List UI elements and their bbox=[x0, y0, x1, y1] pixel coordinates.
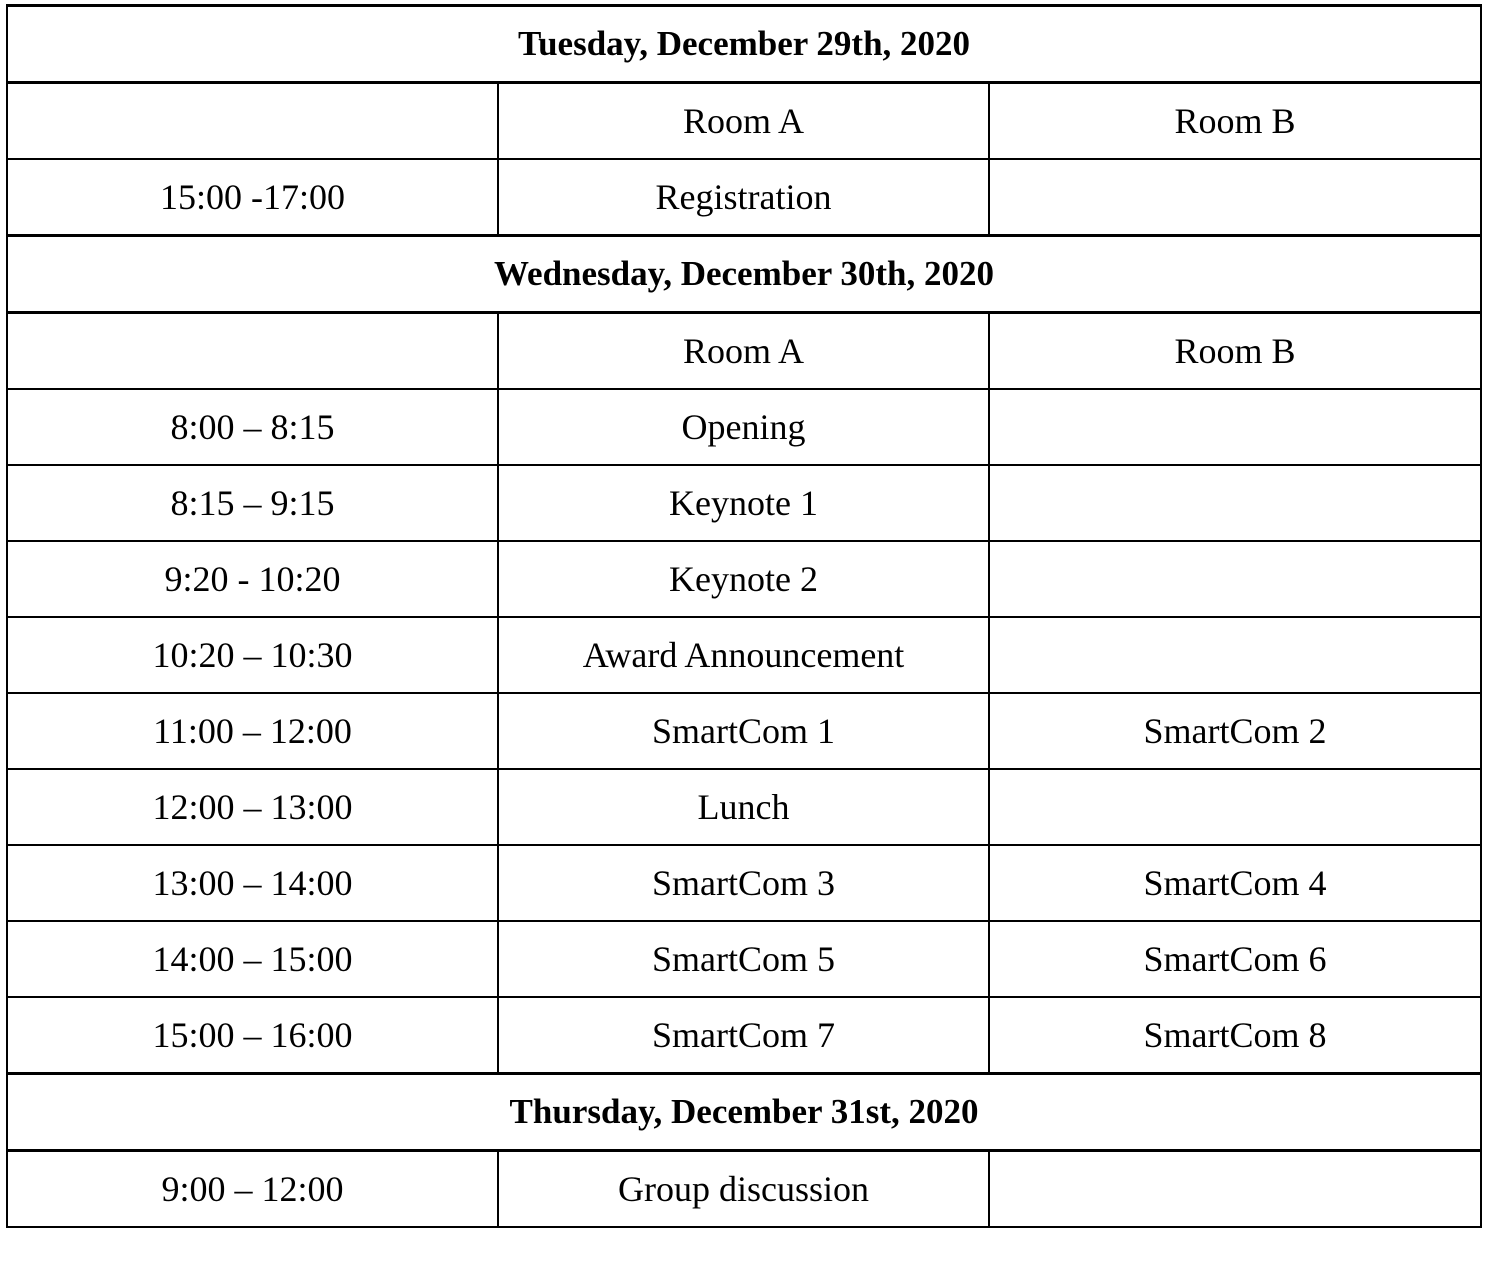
time-cell: 15:00 -17:00 bbox=[7, 159, 498, 236]
room-b-cell bbox=[989, 541, 1481, 617]
room-a-cell: Registration bbox=[498, 159, 989, 236]
time-header-cell bbox=[7, 83, 498, 160]
room-b-cell: SmartCom 8 bbox=[989, 997, 1481, 1074]
table-row bbox=[7, 921, 1481, 997]
table-row bbox=[7, 769, 1481, 845]
room-a-cell: Keynote 2 bbox=[498, 541, 989, 617]
room-a-header: Room A bbox=[498, 313, 989, 390]
table-row bbox=[7, 541, 1481, 617]
room-a-cell: SmartCom 5 bbox=[498, 921, 989, 997]
room-a-cell: SmartCom 3 bbox=[498, 845, 989, 921]
room-b-header: Room B bbox=[989, 83, 1481, 160]
table-row bbox=[7, 617, 1481, 693]
day-header-row bbox=[7, 236, 1481, 313]
table-row bbox=[7, 997, 1481, 1074]
day-header-row bbox=[7, 1074, 1481, 1151]
room-a-cell: Group discussion bbox=[498, 1151, 989, 1228]
room-header-row bbox=[7, 313, 1481, 390]
room-b-cell bbox=[989, 465, 1481, 541]
time-cell: 9:20 - 10:20 bbox=[7, 541, 498, 617]
room-a-cell: SmartCom 7 bbox=[498, 997, 989, 1074]
time-header-cell bbox=[7, 313, 498, 390]
table-row bbox=[7, 465, 1481, 541]
time-cell: 14:00 – 15:00 bbox=[7, 921, 498, 997]
room-header-row bbox=[7, 83, 1481, 160]
day-title: Thursday, December 31st, 2020 bbox=[7, 1074, 1481, 1151]
time-cell: 10:20 – 10:30 bbox=[7, 617, 498, 693]
time-cell: 12:00 – 13:00 bbox=[7, 769, 498, 845]
table-row bbox=[7, 693, 1481, 769]
room-b-header: Room B bbox=[989, 313, 1481, 390]
room-a-cell: Lunch bbox=[498, 769, 989, 845]
time-cell: 8:00 – 8:15 bbox=[7, 389, 498, 465]
table-row bbox=[7, 159, 1481, 236]
room-a-header: Room A bbox=[498, 83, 989, 160]
room-b-cell bbox=[989, 159, 1481, 236]
day-title: Tuesday, December 29th, 2020 bbox=[7, 6, 1481, 83]
room-b-cell: SmartCom 4 bbox=[989, 845, 1481, 921]
time-cell: 13:00 – 14:00 bbox=[7, 845, 498, 921]
table-row bbox=[7, 845, 1481, 921]
schedule-table bbox=[6, 4, 1482, 1228]
time-cell: 9:00 – 12:00 bbox=[7, 1151, 498, 1228]
room-a-cell: Keynote 1 bbox=[498, 465, 989, 541]
table-row bbox=[7, 1151, 1481, 1228]
room-a-cell: Award Announcement bbox=[498, 617, 989, 693]
room-b-cell bbox=[989, 617, 1481, 693]
room-b-cell: SmartCom 6 bbox=[989, 921, 1481, 997]
time-cell: 11:00 – 12:00 bbox=[7, 693, 498, 769]
room-a-cell: SmartCom 1 bbox=[498, 693, 989, 769]
room-a-cell: Opening bbox=[498, 389, 989, 465]
time-cell: 8:15 – 9:15 bbox=[7, 465, 498, 541]
room-b-cell: SmartCom 2 bbox=[989, 693, 1481, 769]
day-header-row bbox=[7, 6, 1481, 83]
room-b-cell bbox=[989, 1151, 1481, 1228]
time-cell: 15:00 – 16:00 bbox=[7, 997, 498, 1074]
table-row bbox=[7, 389, 1481, 465]
room-b-cell bbox=[989, 389, 1481, 465]
day-title: Wednesday, December 30th, 2020 bbox=[7, 236, 1481, 313]
room-b-cell bbox=[989, 769, 1481, 845]
